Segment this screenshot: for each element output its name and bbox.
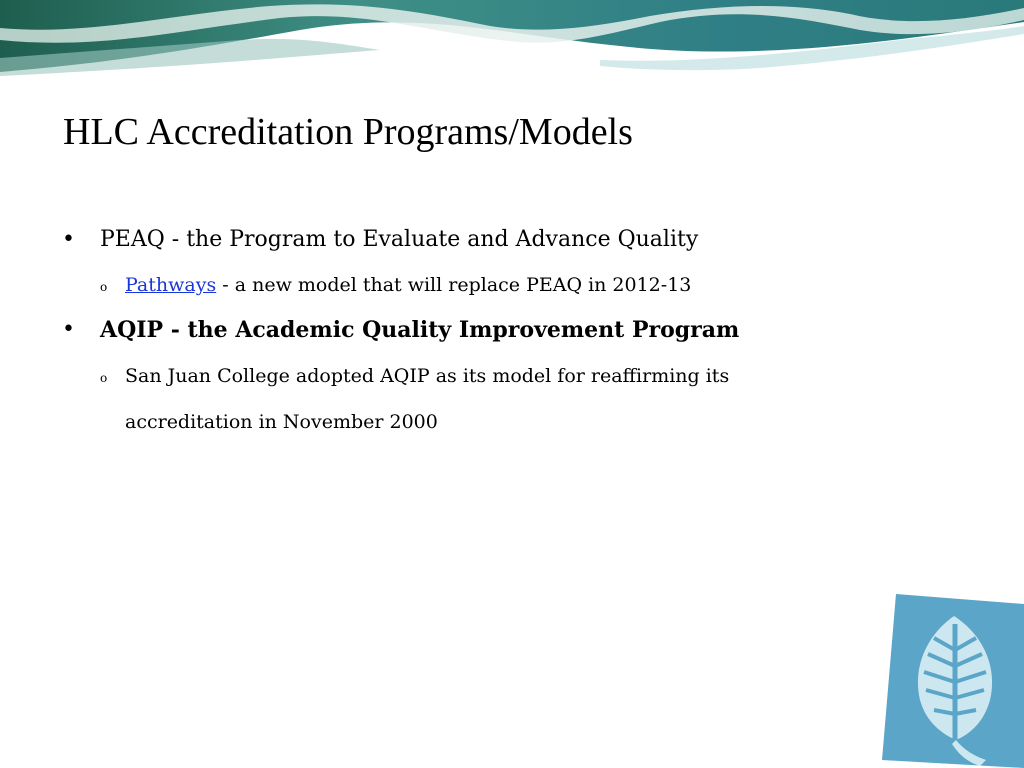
sub-bullet-text: - a new model that will replace PEAQ in 2012-13 [216,274,692,296]
slide-title: HLC Accreditation Programs/Models [63,111,633,153]
sub-bullet-item [62,353,942,399]
sub-bullet-text: accreditation in November 2000 [125,411,438,433]
bullet-list [62,218,942,445]
bullet-item [62,308,942,353]
sub-bullet-item [62,262,942,308]
sub-bullet-text: San Juan College adopted AQIP as its model for reaffirming its [125,365,730,387]
wave-banner [0,0,1024,80]
bullet-text: AQIP - the Academic Quality Improvement Program [100,317,740,343]
bullet-icon: • [62,227,75,252]
pathways-link[interactable]: Pathways [125,274,217,296]
bullet-text: PEAQ - the Program to Evaluate and Advance Quality [100,227,699,252]
bullet-icon: • [62,317,75,342]
leaf-logo-icon [882,594,1024,768]
sub-bullet-icon: o [100,280,108,294]
sub-bullet-icon: o [100,371,108,385]
sub-bullet-continuation [62,399,942,445]
bullet-item [62,218,942,262]
